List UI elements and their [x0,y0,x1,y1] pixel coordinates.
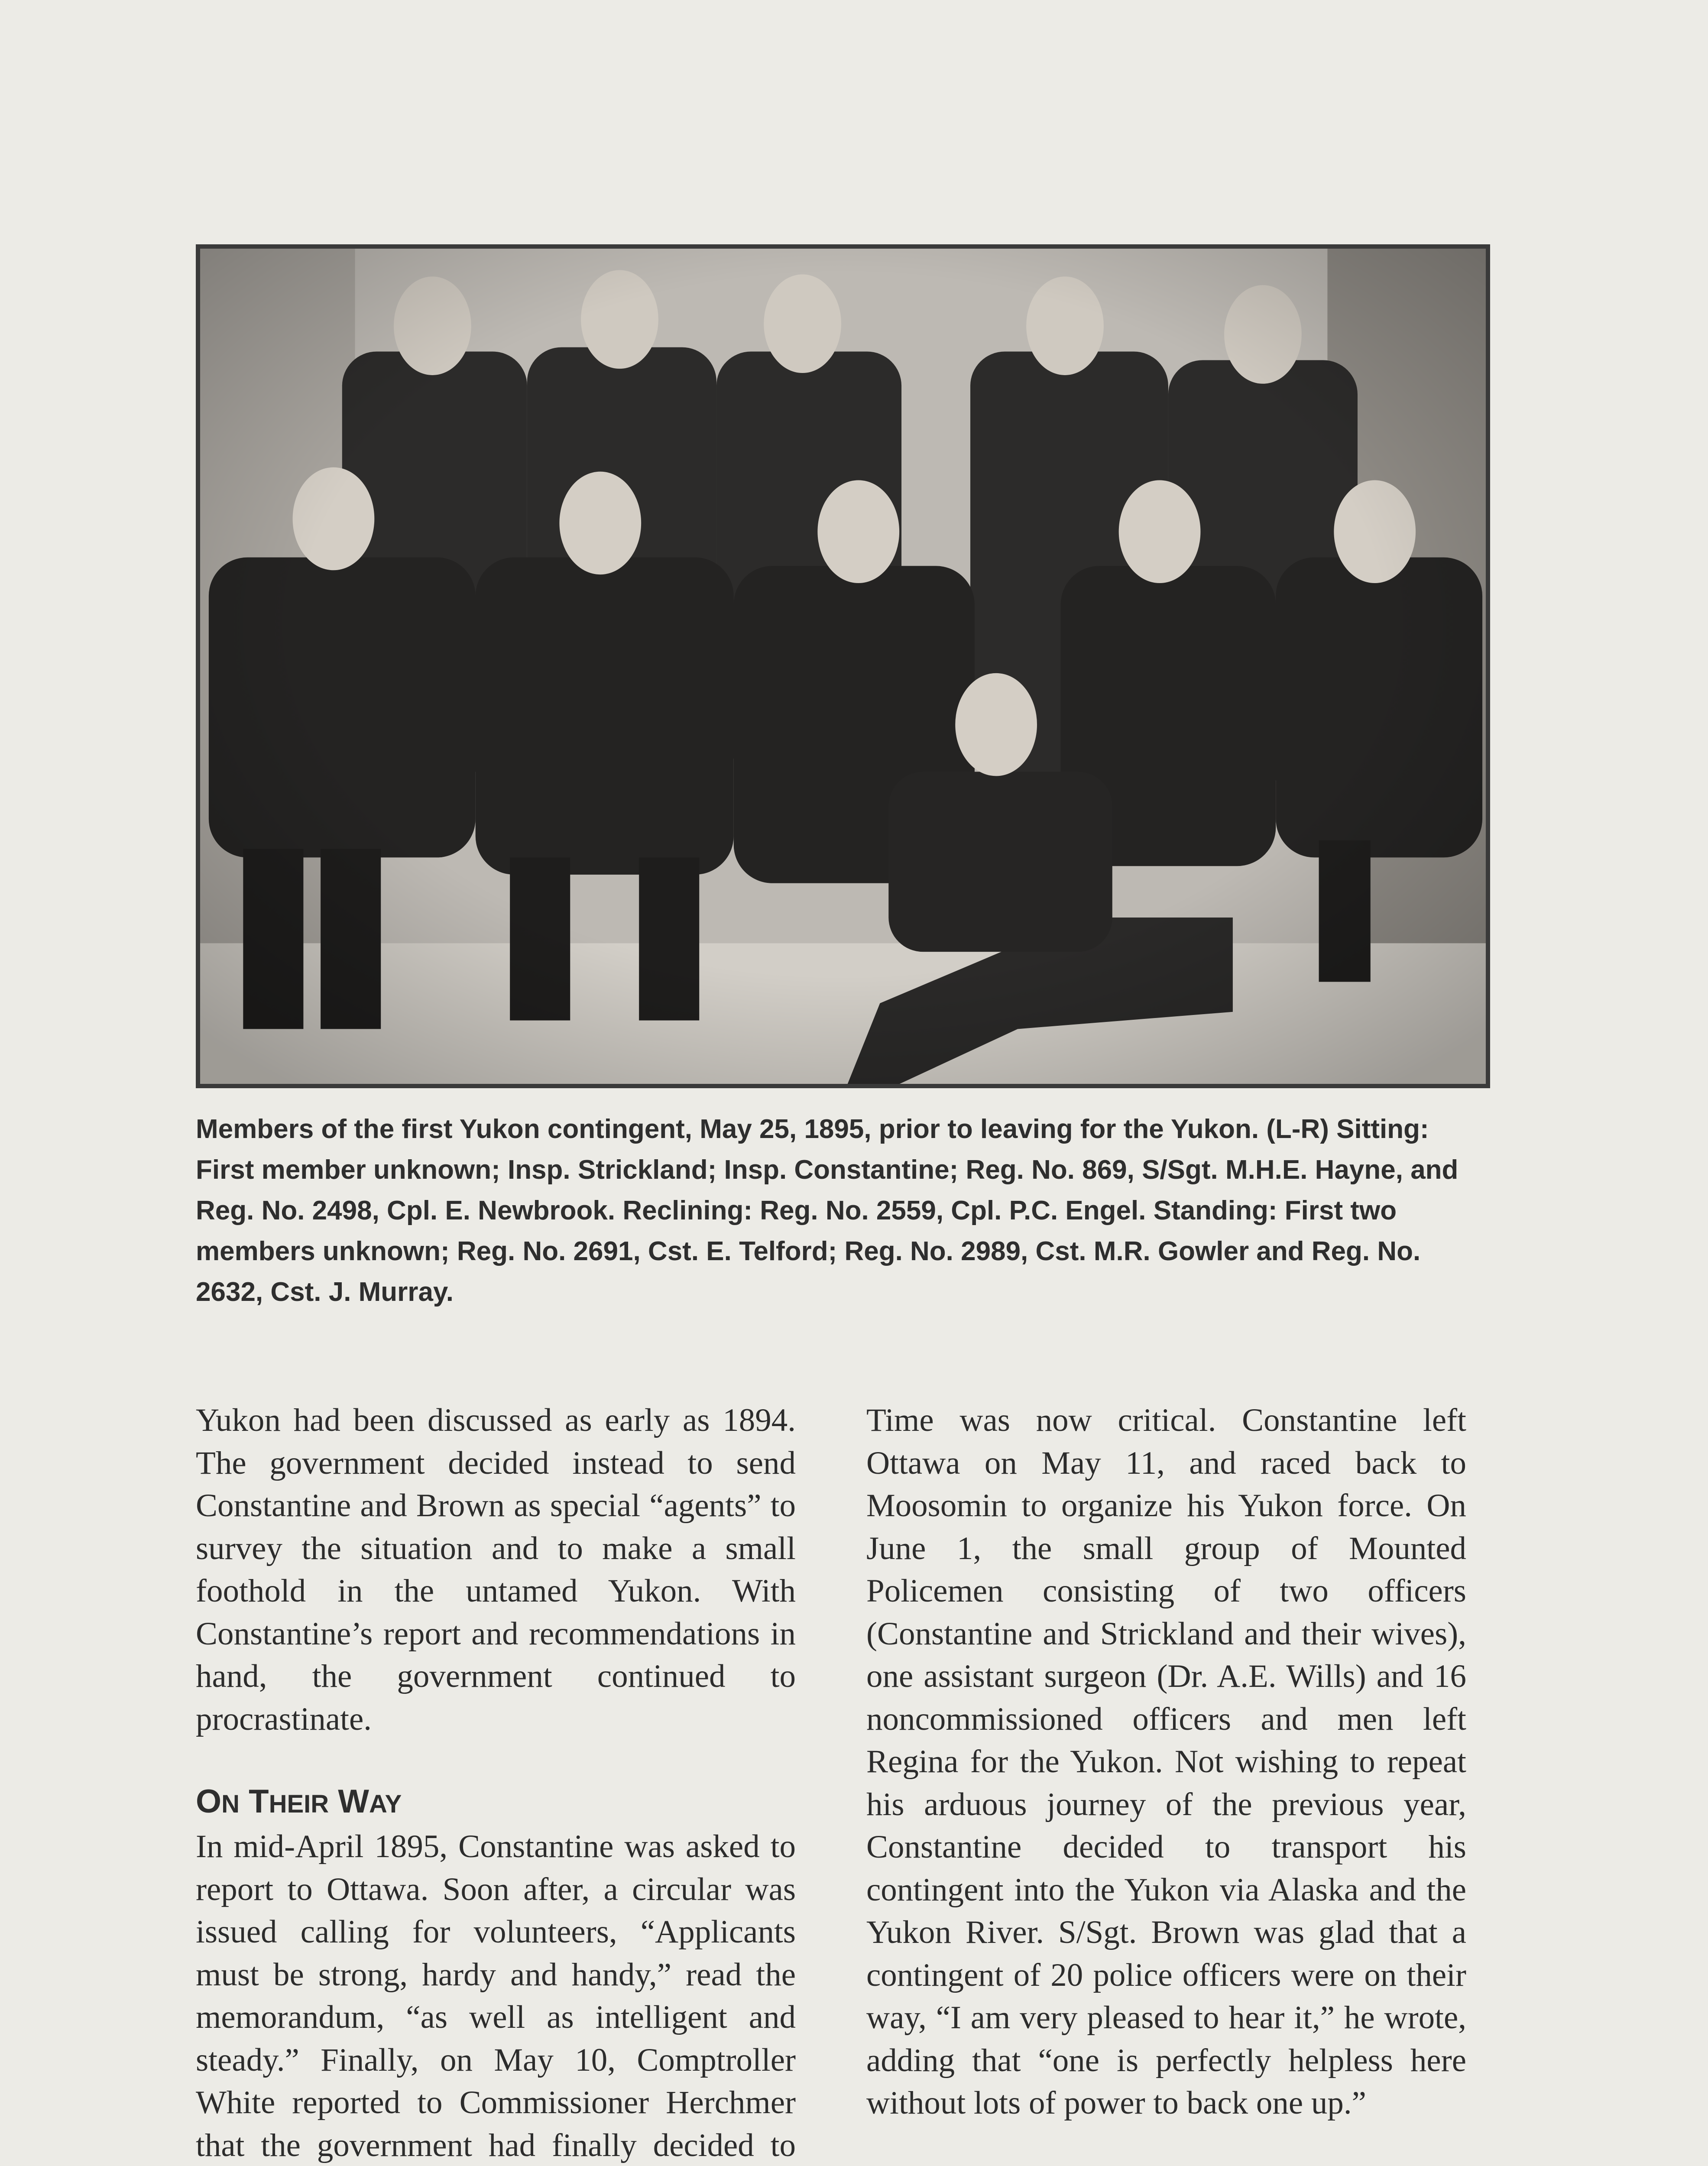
heading-smallcaps: N [221,1790,240,1818]
photo-caption: Members of the first Yukon contingent, May 25, 1895, prior to leaving for the Yukon. (L-R) Sitting: First member unknown; Insp. Strickland; Insp. Constantine; Reg. No. 869, S/Sgt. M.H.E. Hayne, and Reg. No. 2498, Cpl. E. Newbrook. Reclining: Reg. No. 2559, Cpl. P.C. Engel. Standing: First two members unknown; Reg. No. 2691, Cst. E. Telford; Reg. No. 2989, Cst. M.R. Gowler and Reg. No. 2632, Cst. J. Murray. [196,1114,1458,1307]
body-paragraph [866,2165,1466,2166]
section-heading [196,1780,796,1826]
heading-initial: O [196,1783,222,1820]
body-paragraph: Time was now critical. Constantine left Ottawa on May 11, and raced back to Moosomin to organize his Yukon force. On June 1, the small group of Mounted Policemen consisting of two officers (Constantine and Strickland and their wives), one assistant surgeon (Dr. A.E. Wills) and 16 noncommissioned officers and men left Regina for the Yukon. Not wishing to repeat his arduous journey of the previous year, Constantine decided to transport his contingent into the Yukon via Alaska and the Yukon River. S/Sgt. Brown was glad that a contingent of 20 police officers were on their way, “I am very pleased to hear it,” he wrote, adding that “one is perfectly helpless here without lots of power to back one up.” [866,1402,1466,2121]
body-paragraph: Yukon had been discussed as early as 1894. The government decided instead to send Constantine and Brown as special “agents” to survey the situation and to make a small foothold in the untamed Yukon. With Constantine’s report and recommendations in hand, the government continued to procrastinate. [196,1402,796,1737]
heading-smallcaps: AY [369,1790,402,1818]
heading-smallcaps: HEIR [269,1790,329,1818]
heading-initial: T [249,1783,269,1820]
heading-initial: W [338,1783,369,1820]
group-photograph [196,244,1490,1088]
group-photo-figure [200,249,1486,1084]
left-column [196,1399,796,2166]
right-column [866,1399,1466,2166]
body-paragraph: In mid-April 1895, Constantine was asked to report to Ottawa. Soon after, a circular was issued calling for volunteers, “Applicants must be strong, hardy and handy,” read the memorandum, “as well as intelligent and steady.” Finally, on May 10, Comptroller White reported to Commissioner Herchmer that the government had finally decided to [196,1829,796,2163]
